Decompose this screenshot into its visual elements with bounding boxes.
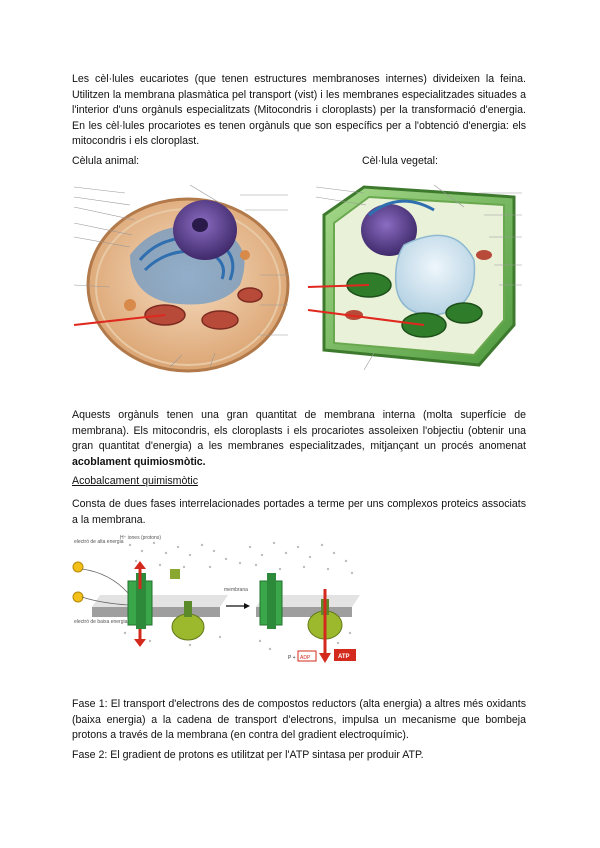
- organelles-text: Aquests orgànuls tenen una gran quantitat de membrana interna (molta superfície de membrana). Els mitocondris, els cloroplasts i els procariotes assoleixen l'objectiu (obtenir una gran quantitat d'energia) a les membranes especialitzades, mitjançant un procés anomenat: [72, 409, 526, 453]
- diagram-adp-label: ADP: [300, 655, 311, 661]
- phase1-paragraph: Fase 1: El transport d'electrons des de compostos reductors (alta energia) a altres més oxidants (baixa energia) a la cadena de transport d'electrons, impulsa un mecanisme que bombeja protons a través de la membrana (en contra del gradient electroquímic).: [72, 698, 526, 742]
- phase2-paragraph: Fase 2: El gradient de protons es utilitzat per l'ATP sintasa per produir ATP.: [72, 749, 424, 761]
- diagram-electron-high-label: electró de alta energia: [74, 539, 124, 545]
- chemiosmotic-term: acoblament quimiosmòtic.: [72, 455, 206, 468]
- diagram-atp-label: ATP: [338, 654, 350, 660]
- organelles-paragraph: [72, 408, 526, 470]
- chemiosmosis-diagram: [70, 533, 366, 669]
- diagram-p-plus-label: P +: [288, 655, 296, 661]
- section-heading: Acobalcament quimismòtic: [72, 475, 198, 487]
- plant-cell-label: Cèl·lula vegetal:: [362, 155, 438, 167]
- animal-cell-label: Cèlula animal:: [72, 155, 140, 167]
- intro-paragraph: Les cèl·lules eucariotes (que tenen estructures membranoses internes) divideixen la feina. Utilitzen la membrana plasmàtica pel transport (vist) i les membranes especialitzades situades a l'interior d'uns orgànuls especialitzats (Mitocondris i cloroplasts) per la transformació d'energia. En les cèl·lules procariotes es tenen orgànuls que son específics per a l'obtenció d'energia: els mitocondris i els cloroplast.: [72, 73, 526, 148]
- diagram-ions-label: H⁺ iones (protons): [120, 535, 161, 541]
- diagram-electron-low-label: electró de baixa energia: [74, 619, 128, 625]
- animal-cell-illustration: [70, 175, 292, 377]
- diagram-membrane-label: membrana: [224, 587, 248, 593]
- section-description: Consta de dues fases interrelacionades portades a terme per uns complexos proteics associats a la membrana.: [72, 498, 526, 526]
- plant-cell-illustration: [304, 175, 526, 375]
